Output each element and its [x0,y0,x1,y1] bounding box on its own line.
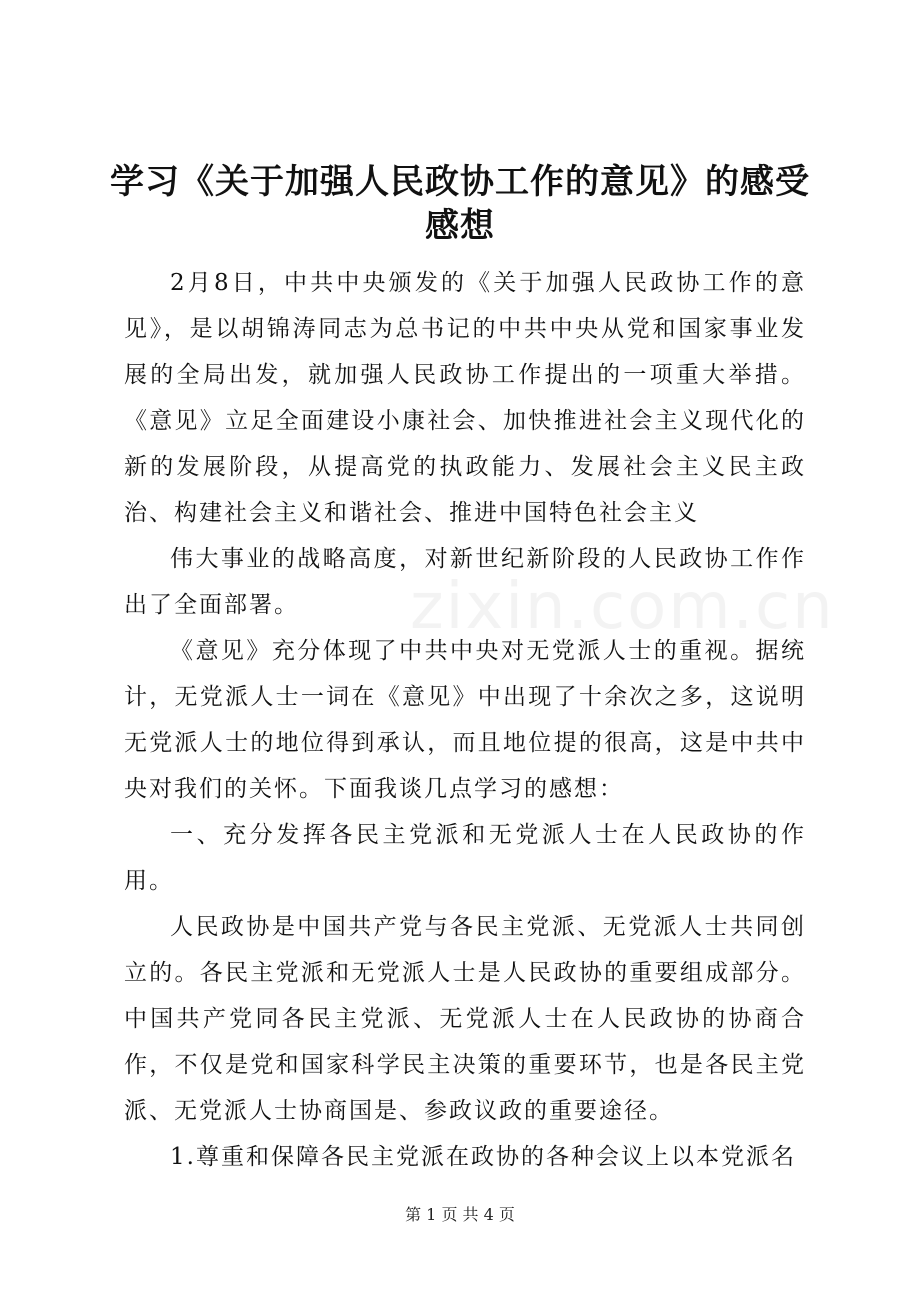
watermark: zixin.com.cn [410,570,835,644]
paragraph: 人民政协是中国共产党与各民主党派、无党派人士共同创立的。各民主党派和无党派人士是人民政协的重要组成部分。中国共产党同各民主党派、无党派人士在人民政协的协商合作，不仅是党和国家科学民主决策的重要环节，也是各民主党派、无党派人士协商国是、参政议政的重要途径。 [124,914,806,1124]
title-line-1: 学习《关于加强人民政协工作的意见》的感受 [110,162,810,202]
title-line-2: 感想 [425,206,495,246]
paragraph: 《意见》充分体现了中共中央对无党派人士的重视。据统计，无党派人士一词在《意见》中出现了十余次之多，这说明无党派人士的地位得到承认，而且地位提的很高，这是中共中央对我们的关怀。下面我谈几点学习的感想： [124,638,806,802]
paragraph: 2月8日，中共中央颁发的《关于加强人民政协工作的意见》，是以胡锦涛同志为总书记的中共中央从党和国家事业发展的全局出发，就加强人民政协工作提出的一项重大举措。《意见》立足全面建设小康社会、加快推进社会主义现代化的新的发展阶段，从提高党的执政能力、发展社会主义民主政治、构建社会主义和谐社会、推进中国特色社会主义 [124,270,806,526]
document-title [100,160,820,248]
paragraph: 伟大事业的战略高度，对新世纪新阶段的人民政协工作作出了全面部署。 [124,546,806,618]
section-heading: 一、充分发挥各民主党派和无党派人士在人民政协的作用。 [124,822,806,894]
document-body [124,260,806,1180]
list-item: 1.尊重和保障各民主党派在政协的各种会议上以本党派名 [170,1144,796,1170]
page-footer: 第 1 页 共 4 页 [405,1205,515,1224]
